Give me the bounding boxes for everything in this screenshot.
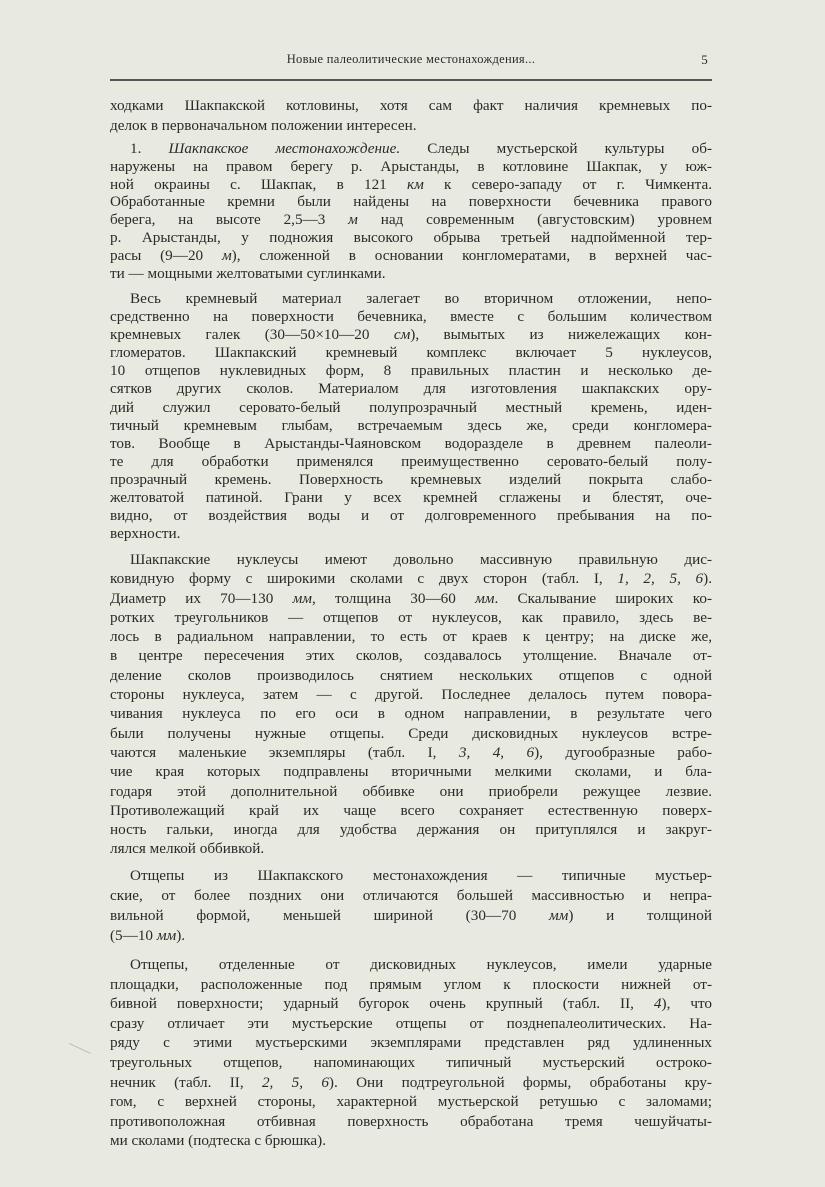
text-segment: ) и толщиной bbox=[568, 907, 712, 924]
text-segment: к северо-западу от г. Чимкента. bbox=[423, 175, 712, 193]
running-header bbox=[110, 52, 712, 72]
italic-text: 2, 5, 6 bbox=[261, 1073, 329, 1091]
text-line: Отщепы из Шакпакского местонахождения — типичные мустьер- bbox=[130, 867, 712, 884]
text-line: гломератов. Шакпакский кремневый комплекс включает 5 нуклеусов, bbox=[110, 344, 712, 362]
paragraph bbox=[110, 140, 712, 282]
text-line: ми сколами (подтеска с брюшка). bbox=[110, 1132, 327, 1150]
text-line: гом, с верхней стороны, характерной мустьерской ретушью с заломами; bbox=[110, 1093, 712, 1111]
text-segment: кремневых галек (30—50×10—20 bbox=[110, 326, 394, 344]
italic-text: Шакпакское местонахождение. bbox=[168, 140, 401, 157]
text-segment: бивной поверхности; ударный бугорок очень крупный (табл. II, bbox=[110, 995, 654, 1013]
text-line bbox=[110, 994, 712, 1014]
italic-text: мм bbox=[475, 589, 495, 607]
text-segment: ), что bbox=[661, 995, 712, 1013]
header-rule bbox=[110, 79, 712, 81]
text-segment: Следы мустьерской культуры об- bbox=[400, 140, 712, 157]
text-segment: нечник (табл. II, bbox=[110, 1073, 262, 1091]
text-line bbox=[110, 176, 712, 194]
text-line: сятков других сколов. Материалом для изготовления шакпакских ору- bbox=[110, 380, 712, 398]
paragraph bbox=[110, 550, 712, 859]
text-segment: ), дугообразные рабо- bbox=[534, 743, 712, 761]
text-line: были получены нужные отщепы. Среди дисковидных нуклеусов встре- bbox=[110, 724, 712, 742]
text-line: ротких треугольников — отщепов от нуклеусов, как правило, здесь ве- bbox=[110, 608, 712, 626]
text-segment: берега, на высоте 2,5—3 bbox=[110, 211, 349, 229]
text-line: ходками Шакпакской котловины, хотя сам факт наличия кремневых по- bbox=[110, 97, 712, 114]
text-segment: ной окраины с. Шакпак, в 121 bbox=[110, 175, 407, 193]
italic-text: м bbox=[348, 211, 358, 229]
paragraph bbox=[110, 290, 712, 543]
paragraph bbox=[110, 96, 712, 136]
text-segment: , толщина 30—60 bbox=[311, 589, 476, 607]
italic-text: мм bbox=[548, 907, 569, 924]
page-number: 5 bbox=[701, 52, 708, 67]
text-line: лось в радиальном направлении, то есть от краев к центру; на диске же, bbox=[110, 628, 712, 646]
text-line: Противолежащий край их чаще всего сохраняет естественную поверх- bbox=[110, 801, 712, 819]
text-line: площадки, расположенные под прямым углом к плоскости нижней от- bbox=[110, 975, 712, 993]
text-segment: (5—10 bbox=[110, 927, 157, 944]
text-segment: ). bbox=[703, 570, 712, 588]
text-line bbox=[110, 211, 712, 229]
text-line: чие края которых подправлены вторичными мелкими сколами, и бла- bbox=[110, 763, 712, 781]
text-line: наружены на правом берегу р. Арыстанды, в котловине Шакпак, у юж- bbox=[110, 157, 712, 175]
text-line bbox=[110, 926, 712, 946]
text-line: ские, от более поздних они отличаются большей массивностью и непра- bbox=[110, 887, 712, 904]
text-line: тичный кремневым глыбам, встречаемым здесь же, среди конгломера- bbox=[110, 416, 712, 434]
text-line: 10 отщепов нуклевидных форм, 8 правильных пластин и несколько де- bbox=[110, 362, 712, 380]
text-line bbox=[110, 140, 712, 158]
text-segment: Диаметр их 70—130 bbox=[110, 589, 293, 607]
text-line: средственно на поверхности бечевника, вместе с большим количеством bbox=[110, 308, 712, 326]
italic-text: 1, 2, 5, 6 bbox=[617, 570, 704, 588]
text-line: ряду с этими мустьерскими экземплярами представлен ряд удлиненных bbox=[110, 1034, 712, 1052]
text-line: видно, от воздействия воды и от долговременного пребывания на по- bbox=[110, 507, 712, 525]
text-line: ность гальки, иногда для удобства держания он притуплялся и закруг- bbox=[110, 821, 712, 839]
text-segment: ), вымытых из нижележащих кон- bbox=[410, 326, 712, 344]
text-segment: вильной формой, меньшей шириной (30—70 bbox=[110, 907, 549, 924]
scan-mark bbox=[69, 1043, 91, 1054]
text-line bbox=[110, 247, 712, 265]
text-line bbox=[110, 589, 712, 608]
text-segment: расы (9—20 bbox=[110, 246, 222, 264]
text-line: чивания нуклеуса по его оси в одном направлении, в результате чего bbox=[110, 705, 712, 723]
text-line: Весь кремневый материал залегает во вторичном отложении, непо- bbox=[130, 290, 712, 307]
text-segment: над современным (августовским) уровнем bbox=[357, 211, 712, 229]
text-line bbox=[110, 743, 712, 762]
text-line: те для обработки применялся преимущественно серовато-белый полу- bbox=[110, 452, 712, 470]
text-line: р. Арыстанды, у подножия высокого обрыва третьей надпойменной тер- bbox=[110, 228, 712, 246]
text-segment: ковидную форму с широкими сколами с двух сторон (табл. I, bbox=[110, 570, 618, 588]
text-segment: ). Они подтреугольной формы, обработаны кру- bbox=[328, 1073, 712, 1091]
text-segment: ), сложенной в основании конгломератами, в верхней час- bbox=[231, 246, 712, 264]
text-line: сразу отличает эти мустьерские отщепы от позднепалеолитических. На- bbox=[110, 1014, 712, 1032]
text-line: в центре пересечения этих сколов, создавалось утолщение. Вначале от- bbox=[110, 647, 712, 665]
italic-text: км bbox=[407, 175, 424, 193]
text-line: Отщепы, отделенные от дисковидных нуклеусов, имели ударные bbox=[130, 956, 712, 973]
text-line: ти — мощными желтоватыми суглинками. bbox=[110, 264, 386, 282]
running-header-title: Новые палеолитические местонахождения... bbox=[286, 52, 536, 66]
text-line bbox=[110, 1073, 712, 1093]
text-segment: ). bbox=[176, 927, 186, 944]
paragraph bbox=[110, 955, 712, 1151]
text-line: тов. Вообще в Арыстанды-Чаяновском водоразделе в древнем палеоли- bbox=[110, 434, 712, 452]
text-segment: чаются маленькие экземпляры (табл. I, bbox=[110, 743, 459, 761]
text-line: делок в первоначальном положении интересен. bbox=[110, 117, 417, 134]
italic-text: мм bbox=[156, 927, 177, 944]
italic-text: 3, 4, 6 bbox=[458, 743, 535, 761]
text-segment: . Скалывание широких ко- bbox=[494, 589, 712, 607]
italic-text: мм bbox=[292, 589, 312, 607]
text-line: противоположная отбивная поверхность обработана тремя чешуйчаты- bbox=[110, 1112, 712, 1130]
text-line: Обработанные кремни были найдены на поверхности бечевника правого bbox=[110, 193, 712, 211]
text-line: треугольных отщепов, напоминающих типичный мустьерский остроко- bbox=[110, 1053, 712, 1071]
text-line: желтоватой патиной. Грани у всех кремней сглажены и блестят, оче- bbox=[110, 489, 712, 507]
text-line: стороны нуклеуса, затем — с другой. Последнее делалось путем повора- bbox=[110, 686, 712, 704]
text-segment: 1. bbox=[130, 140, 169, 157]
text-line: верхности. bbox=[110, 525, 181, 543]
text-line: дий служил серовато-белый полупрозрачный местный кремень, иден- bbox=[110, 398, 712, 416]
text-line bbox=[110, 569, 712, 588]
text-line: годаря этой дополнительной оббивке они приобрели режущее лезвие. bbox=[110, 782, 712, 800]
text-line: Шакпакские нуклеусы имеют довольно массивную правильную дис- bbox=[130, 551, 712, 568]
italic-text: м bbox=[221, 246, 232, 264]
italic-text: см bbox=[393, 326, 411, 344]
text-line: деление сколов производилось снятием нескольких отщепов с одной bbox=[110, 666, 712, 684]
text-line: лялся мелкой оббивкой. bbox=[110, 840, 265, 858]
text-line bbox=[110, 326, 712, 344]
text-line: прозрачный кремень. Поверхность кремневых изделий покрыта слабо- bbox=[110, 470, 712, 488]
italic-text: 4 bbox=[653, 995, 662, 1013]
paragraph bbox=[110, 866, 712, 946]
text-line bbox=[110, 906, 712, 926]
